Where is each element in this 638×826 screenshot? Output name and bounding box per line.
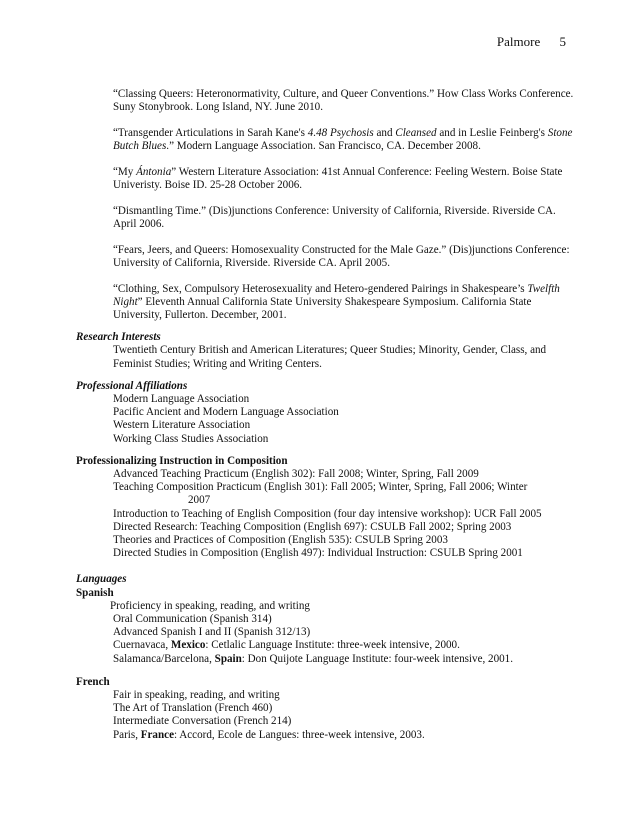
french-immersion: Paris, France: Accord, Ecole de Langues: three-week intensive, 2003. — [113, 728, 425, 741]
presentation-entry — [113, 244, 576, 270]
spanish-immersion: Cuernavaca, Mexico: Cetlalic Language Institute: three-week intensive, 2000. — [113, 639, 460, 652]
spanish-item: Advanced Spanish I and II (Spanish 312/13) — [113, 626, 311, 639]
presentation-entry — [113, 283, 576, 323]
research-heading: Research Interests — [76, 331, 161, 344]
spanish-item: Oral Communication (Spanish 314) — [113, 613, 272, 625]
presentation-entry — [113, 166, 576, 192]
research-section — [76, 331, 576, 371]
instruction-item: Teaching Composition Practicum (English 301): Fall 2005; Winter, Spring, Fall 2006; Winter — [113, 481, 528, 494]
page-header — [497, 34, 566, 50]
french-item: Fair in speaking, reading, and writing — [113, 689, 280, 702]
affiliations-heading: Professional Affiliations — [76, 379, 188, 392]
author-name: Palmore — [496, 34, 541, 49]
languages-heading: Languages — [76, 573, 127, 586]
presentation-text: .” Modern Language Association. San Francisco, CA. December 2008. — [166, 140, 481, 153]
french-heading: French — [76, 675, 110, 688]
presentation-text: and — [373, 126, 396, 139]
spanish-heading: Spanish — [76, 586, 114, 599]
affiliation-item: Working Class Studies Association — [113, 432, 269, 445]
page-number: 5 — [559, 34, 566, 49]
spanish-item: Proficiency in speaking, reading, and writing — [110, 599, 310, 612]
presentation-text: “My — [113, 165, 137, 178]
presentation-text: “Classing Queers: Heteronormativity, Culture, and Queer Conventions.” How Class Works Conference. Suny Stonybrook. Long Island, NY. June 2010. — [113, 88, 574, 114]
presentation-text: “Fears, Jeers, and Queers: Homosexuality Constructed for the Male Gaze.” (Dis)junctions Conference: University of California, Riverside. Riverside CA. April 2005. — [113, 243, 570, 269]
presentation-entry — [113, 205, 576, 231]
instruction-item: Directed Studies in Composition (English 497): Individual Instruction: CSULB Spring 2001 — [113, 547, 523, 560]
instruction-section — [76, 455, 576, 561]
research-text: Twentieth Century British and American Literatures; Queer Studies; Minority, Gender, Class, and Feminist Studies; Writing and Writing Centers. — [113, 344, 547, 370]
work-title: Stone Butch Blues — [113, 126, 573, 153]
languages-section — [76, 573, 576, 741]
affiliations-section — [76, 380, 576, 446]
affiliation-item: Western Literature Association — [113, 419, 251, 432]
presentation-text: and in Leslie Feinberg's — [436, 126, 548, 139]
french-item: The Art of Translation (French 460) — [113, 702, 273, 715]
french-item: Intermediate Conversation (French 214) — [113, 715, 292, 728]
cv-content — [76, 88, 576, 742]
presentation-entry — [113, 88, 576, 114]
affiliation-item: Pacific Ancient and Modern Language Association — [113, 406, 339, 419]
instruction-item-continued: 2007 — [188, 494, 211, 507]
instruction-item: Introduction to Teaching of English Composition (four day intensive workshop): UCR Fall 2005 — [113, 507, 542, 520]
affiliation-item: Modern Language Association — [113, 392, 250, 405]
presentation-text: “Dismantling Time.” (Dis)junctions Conference: University of California, Riverside. Riverside CA. April 2006. — [113, 204, 556, 230]
instruction-item: Theories and Practices of Composition (English 535): CSULB Spring 2003 — [113, 533, 448, 546]
spanish-immersion: Salamanca/Barcelona, Spain: Don Quijote Language Institute: four-week intensive, 2001. — [113, 652, 513, 665]
work-title: Ántonia — [136, 165, 172, 178]
presentation-text: “Clothing, Sex, Compulsory Heterosexuality and Hetero-gendered Pairings in Shakespeare’s — [113, 282, 528, 295]
presentation-text: ” Western Literature Association: 41st Annual Conference: Feeling Western. Boise State Univeristy. Boise ID. 25-28 October 2006. — [113, 165, 563, 192]
instruction-item: Advanced Teaching Practicum (English 302): Fall 2008; Winter, Spring, Fall 2009 — [113, 467, 479, 480]
work-title: Twelfth Night — [113, 282, 560, 308]
work-title: 4.48 Psychosis — [307, 126, 374, 139]
presentations-list — [76, 88, 576, 322]
presentation-entry — [113, 127, 576, 153]
presentation-text: “Transgender Articulations in Sarah Kane's — [113, 126, 308, 139]
work-title: Cleansed — [395, 126, 437, 139]
instruction-heading: Professionalizing Instruction in Composition — [76, 454, 288, 467]
instruction-item: Directed Research: Teaching Composition (English 697): CSULB Fall 2002; Spring 2003 — [113, 520, 512, 533]
presentation-text: ” Eleventh Annual California State University Shakespeare Symposium. California State University, Fullerton. December, 2001. — [113, 295, 532, 321]
